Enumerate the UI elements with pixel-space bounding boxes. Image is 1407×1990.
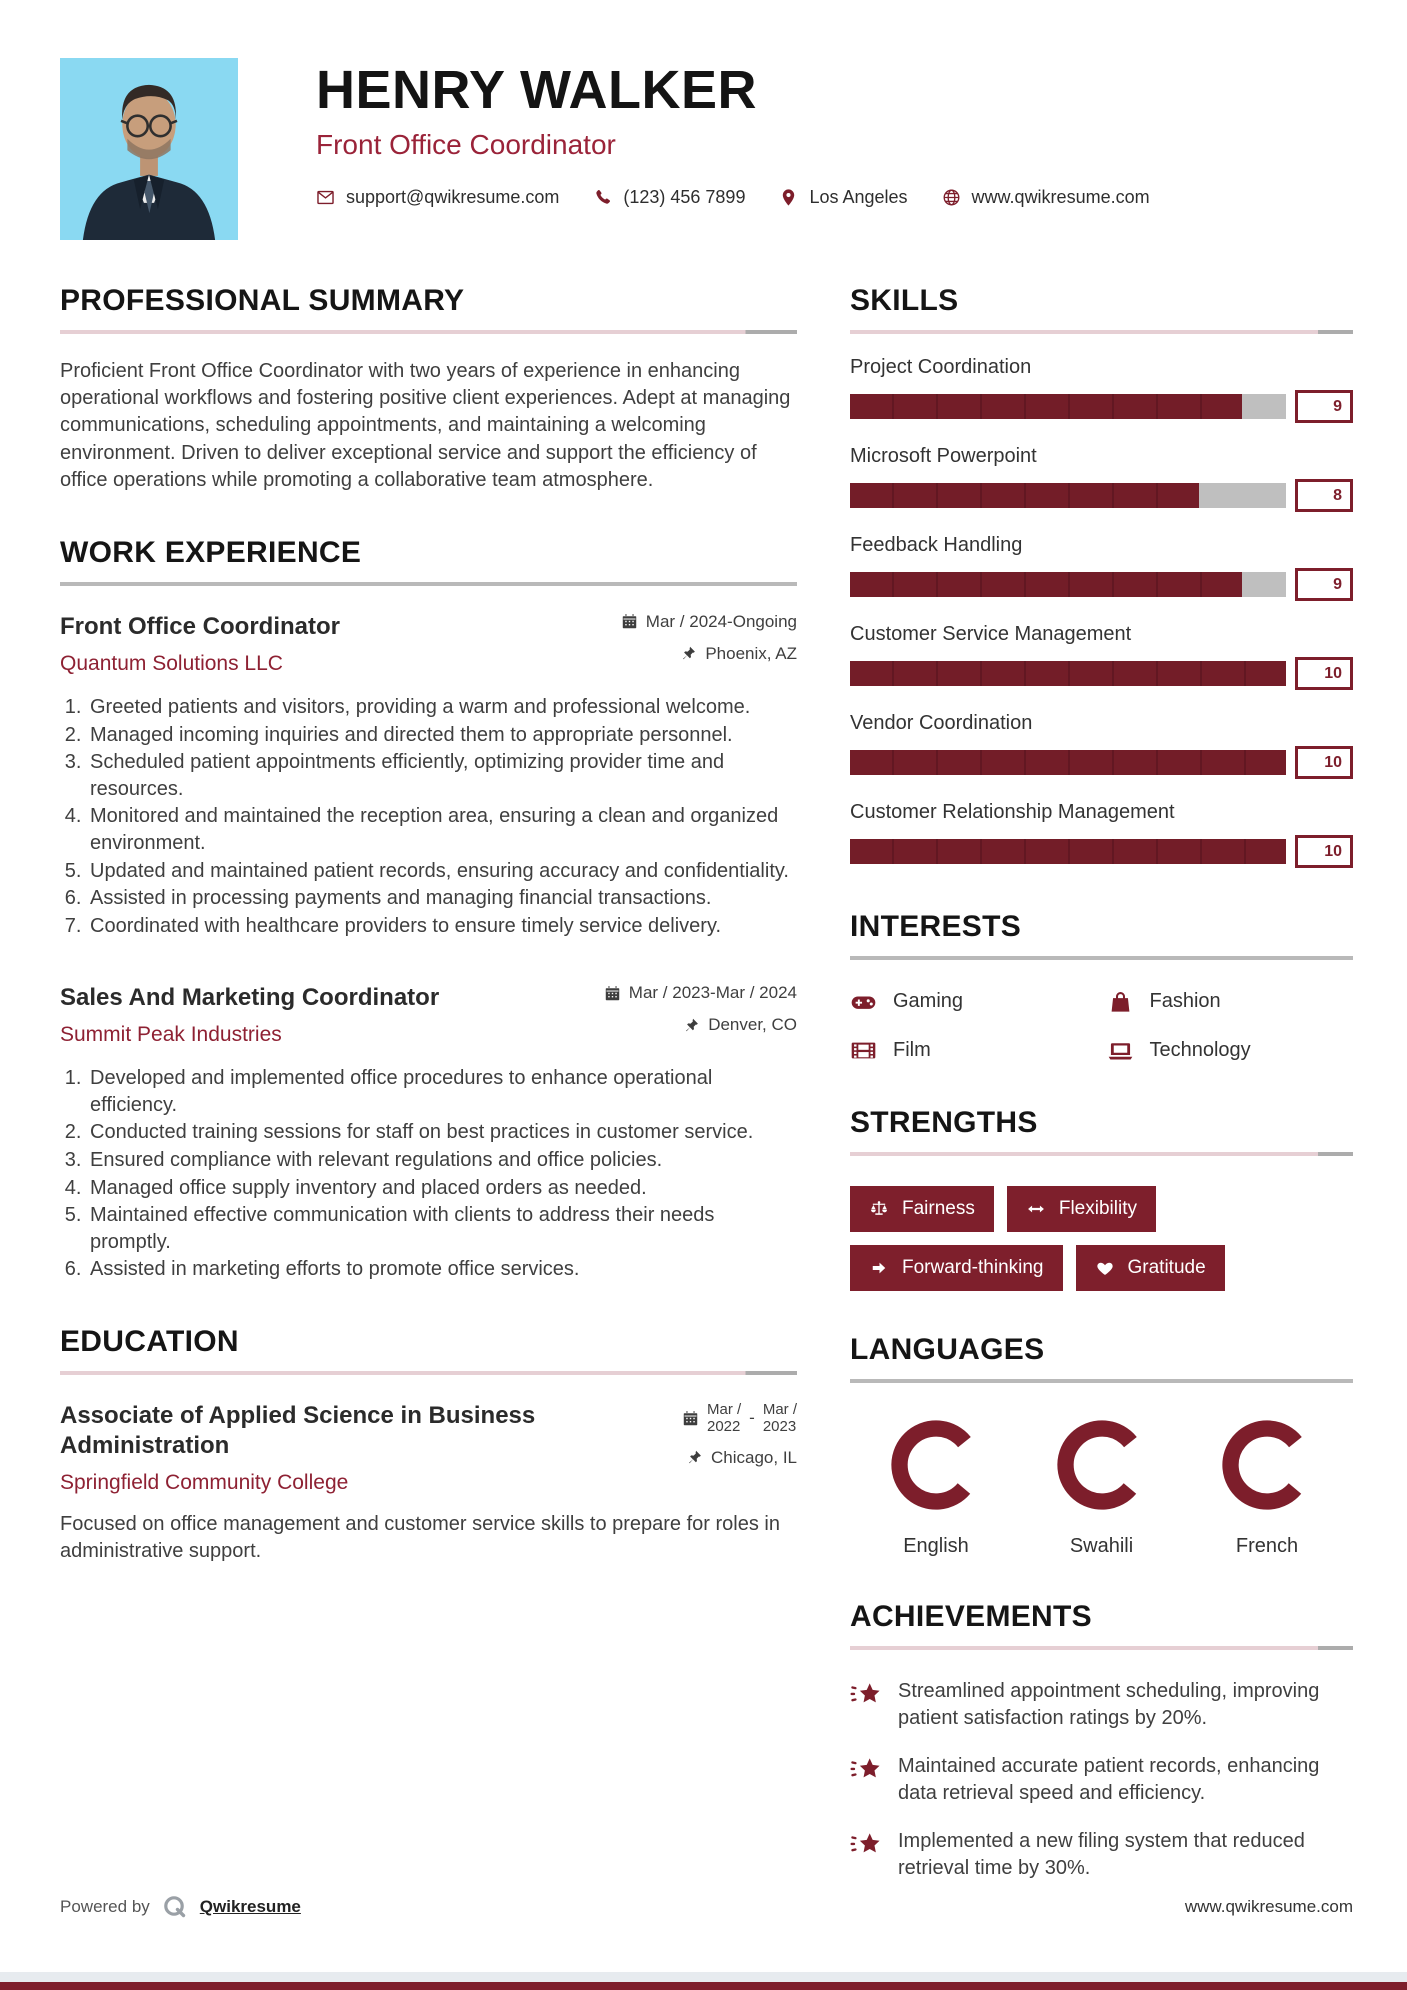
achievements-list — [850, 1678, 1353, 1882]
achievement-item — [850, 1753, 1353, 1807]
skill-bar-track — [850, 394, 1286, 419]
divider — [850, 1646, 1353, 1650]
language-donut-chart — [1054, 1417, 1150, 1513]
scales-icon — [869, 1199, 889, 1219]
skill-name: Vendor Coordination — [850, 712, 1033, 734]
skill-bar-track — [850, 572, 1286, 597]
skill-bar-fill — [850, 661, 1286, 686]
experience-heading: WORK EXPERIENCE — [60, 535, 362, 569]
divider — [850, 330, 1353, 334]
interest-label: Gaming — [893, 990, 964, 1012]
section-skills — [850, 284, 1353, 868]
candidate-title: Front Office Coordinator — [316, 128, 616, 160]
phone-icon — [593, 188, 612, 207]
divider — [60, 1371, 797, 1375]
skill-bar-track — [850, 750, 1286, 775]
school-name: Springfield Community College — [60, 1471, 349, 1495]
footer-gray-strip — [0, 1972, 1407, 1982]
languages-heading: LANGUAGES — [850, 1333, 1045, 1366]
language-label: French — [1235, 1535, 1299, 1557]
film-icon — [850, 1037, 877, 1064]
skill-name: Microsoft Powerpoint — [850, 445, 1037, 467]
strength-label: Forward-thinking — [902, 1257, 1044, 1278]
contact-location — [779, 187, 907, 208]
job-bullet: 2. Conducted training sessions for staff on best practices in customer service. — [87, 1119, 797, 1146]
skill-item — [850, 534, 1353, 601]
job-bullet: 4. Managed office supply inventory and placed orders as needed. — [87, 1175, 797, 1202]
job-bullet: 2. Managed incoming inquiries and directed them to appropriate personnel. — [87, 722, 797, 749]
skill-rating-badge: 10 — [1295, 835, 1353, 868]
interests-list — [850, 988, 1353, 1064]
laptop-icon — [1107, 1037, 1134, 1064]
contact-website[interactable] — [942, 187, 1150, 208]
skill-item — [850, 623, 1353, 690]
degree-title: Associate of Applied Science in Business Administration — [60, 1402, 536, 1460]
strengths-list — [850, 1186, 1353, 1291]
strength-badge — [1076, 1245, 1225, 1291]
contact-website-text: www.qwikresume.com — [971, 186, 1150, 207]
achievement-text: Maintained accurate patient records, enhancing data retrieval speed and efficiency. — [898, 1755, 1320, 1804]
section-interests — [850, 910, 1353, 1064]
job-bullet: 6. Assisted in marketing efforts to promote office services. — [87, 1256, 797, 1283]
language-item — [866, 1417, 1006, 1558]
achievement-star-icon — [850, 1679, 882, 1711]
achievements-heading: ACHIEVEMENTS — [850, 1600, 1092, 1633]
interests-heading: INTERESTS — [850, 910, 1022, 943]
strength-label: Flexibility — [1058, 1198, 1137, 1219]
job-company: Summit Peak Industries — [60, 1023, 282, 1047]
divider — [850, 1379, 1353, 1383]
language-donut-chart — [888, 1417, 984, 1513]
strength-badge — [850, 1186, 994, 1232]
divider — [60, 582, 797, 586]
push-pin-icon — [683, 1017, 700, 1034]
job-company: Quantum Solutions LLC — [60, 651, 283, 675]
contact-row — [316, 187, 1150, 208]
language-item — [1032, 1417, 1172, 1558]
achievement-star-icon — [850, 1829, 882, 1861]
portrait-photo — [60, 58, 238, 240]
skills-heading: SKILLS — [850, 284, 959, 317]
skill-item — [850, 445, 1353, 512]
push-pin-icon — [680, 645, 697, 662]
divider — [60, 330, 797, 334]
job-title: Front Office Coordinator — [60, 612, 340, 640]
job-title: Sales And Marketing Coordinator — [60, 984, 440, 1012]
right-column — [850, 284, 1353, 1924]
job-bullet: 5. Updated and maintained patient records, ensuring accuracy and confidentiality. — [87, 858, 797, 885]
skill-bar-track — [850, 483, 1286, 508]
job-bullet: 6. Assisted in processing payments and managing financial transactions. — [87, 885, 797, 912]
summary-heading: PROFESSIONAL SUMMARY — [60, 284, 465, 317]
job-bullet-list — [60, 1065, 797, 1283]
header — [0, 0, 1407, 240]
left-right-arrow-icon — [1026, 1199, 1046, 1219]
achievement-text: Streamlined appointment scheduling, improving patient satisfaction ratings by 20%. — [898, 1680, 1320, 1729]
language-item — [1197, 1417, 1337, 1558]
education-date-end: Mar / 2023 — [762, 1401, 797, 1436]
achievement-item — [850, 1678, 1353, 1732]
interest-item — [1107, 988, 1354, 1015]
location-pin-icon — [779, 188, 798, 207]
job-entry — [60, 612, 797, 939]
envelope-icon — [316, 188, 335, 207]
heart-icon — [1095, 1258, 1115, 1278]
strengths-heading: STRENGTHS — [850, 1106, 1038, 1139]
interest-label: Film — [893, 1039, 931, 1061]
strength-badge — [1007, 1186, 1156, 1232]
summary-text: Proficient Front Office Coordinator with two years of experience in enhancing operational workflows and fostering positive client experiences. Adept at managing communications, scheduling appointments, and maintaining a welcoming environment. Driven to deliver exceptional service and support the efficiency of office operations while promoting a collaborative team atmosphere. — [60, 360, 791, 491]
skill-bar-track — [850, 661, 1286, 686]
contact-location-text: Los Angeles — [809, 186, 908, 207]
divider — [850, 956, 1353, 960]
skill-name: Customer Service Management — [850, 623, 1132, 645]
language-donut-chart — [1219, 1417, 1315, 1513]
gamepad-icon — [850, 988, 877, 1015]
language-label: English — [903, 1535, 969, 1557]
skill-rating-badge: 9 — [1295, 390, 1353, 423]
footer-accent-bar — [0, 1982, 1407, 1990]
section-strengths — [850, 1106, 1353, 1291]
left-column — [60, 284, 797, 1924]
strength-label: Fairness — [902, 1198, 975, 1219]
skill-bar-fill — [850, 394, 1242, 419]
qwikresume-link[interactable]: Qwikresume — [199, 1897, 301, 1916]
section-education — [60, 1325, 797, 1565]
skill-item — [850, 356, 1353, 423]
calendar-icon — [682, 1410, 699, 1427]
skill-rating-badge: 8 — [1295, 479, 1353, 512]
powered-by-label: Powered by — [60, 1897, 150, 1916]
push-pin-icon — [686, 1449, 703, 1466]
achievement-text: Implemented a new filing system that reduced retrieval time by 30%. — [898, 1830, 1305, 1879]
education-description: Focused on office management and customer service skills to prepare for roles in administrative support. — [60, 1513, 780, 1563]
job-bullet: 4. Monitored and maintained the reception area, ensuring a clean and organized environment. — [87, 803, 797, 856]
contact-phone-text: (123) 456 7899 — [623, 186, 746, 207]
candidate-name: HENRY WALKER — [316, 60, 758, 120]
skill-item — [850, 801, 1353, 868]
job-dates: Mar / 2023-Mar / 2024 — [628, 983, 797, 1003]
contact-email-text: support@qwikresume.com — [346, 186, 560, 207]
contact-email[interactable] — [316, 187, 559, 208]
job-bullet: 3. Ensured compliance with relevant regulations and office policies. — [87, 1147, 797, 1174]
job-bullet: 7. Coordinated with healthcare providers to ensure timely service delivery. — [87, 913, 797, 940]
achievement-item — [850, 1828, 1353, 1882]
globe-icon — [942, 188, 961, 207]
language-label: Swahili — [1069, 1535, 1134, 1557]
job-location: Denver, CO — [708, 1015, 797, 1035]
section-languages — [850, 1333, 1353, 1558]
job-dates: Mar / 2024-Ongoing — [645, 611, 797, 631]
interest-label: Technology — [1149, 1039, 1251, 1061]
achievement-star-icon — [850, 1754, 882, 1786]
skill-name: Customer Relationship Management — [850, 801, 1175, 823]
skill-name: Project Coordination — [850, 356, 1032, 378]
education-location: Chicago, IL — [711, 1447, 797, 1467]
divider — [850, 1152, 1353, 1156]
strength-badge — [850, 1245, 1063, 1291]
section-professional-summary — [60, 284, 797, 494]
skill-rating-badge: 10 — [1295, 746, 1353, 779]
job-bullet: 3. Scheduled patient appointments efficiently, optimizing provider time and resources. — [87, 749, 797, 802]
calendar-icon — [621, 613, 638, 630]
fashion-bag-icon — [1107, 988, 1134, 1015]
skill-bar-fill — [850, 572, 1242, 597]
right-arrow-icon — [869, 1258, 889, 1278]
interest-item — [850, 988, 1097, 1015]
skill-bar-track — [850, 839, 1286, 864]
skill-rating-badge: 10 — [1295, 657, 1353, 690]
calendar-icon — [604, 985, 621, 1002]
qwikresume-logo-icon — [162, 1894, 188, 1920]
job-entry — [60, 983, 797, 1283]
education-date-start: Mar / 2022 — [706, 1401, 742, 1436]
section-achievements — [850, 1600, 1353, 1882]
job-bullet-list — [60, 694, 797, 939]
skill-name: Feedback Handling — [850, 534, 1023, 556]
footer — [60, 1894, 1353, 1920]
section-work-experience — [60, 536, 797, 1283]
job-bullet: 1. Greeted patients and visitors, providing a warm and professional welcome. — [87, 694, 797, 721]
skill-bar-fill — [850, 483, 1199, 508]
job-bullet: 5. Maintained effective communication with clients to address their needs promptly. — [87, 1202, 797, 1255]
interest-item — [1107, 1037, 1354, 1064]
skills-list — [850, 356, 1353, 868]
skill-bar-fill — [850, 839, 1286, 864]
skill-rating-badge: 9 — [1295, 568, 1353, 601]
interest-item — [850, 1037, 1097, 1064]
skill-item — [850, 712, 1353, 779]
job-location: Phoenix, AZ — [705, 643, 797, 663]
job-bullet: 1. Developed and implemented office procedures to enhance operational efficiency. — [87, 1065, 797, 1118]
languages-list — [850, 1417, 1353, 1558]
education-heading: EDUCATION — [60, 1325, 239, 1359]
footer-website-link[interactable]: www.qwikresume.com — [1184, 1897, 1353, 1916]
interest-label: Fashion — [1149, 990, 1221, 1012]
skill-bar-fill — [850, 750, 1286, 775]
education-date-separator: - — [749, 1408, 755, 1428]
strength-label: Gratitude — [1127, 1257, 1206, 1278]
contact-phone — [593, 187, 745, 208]
